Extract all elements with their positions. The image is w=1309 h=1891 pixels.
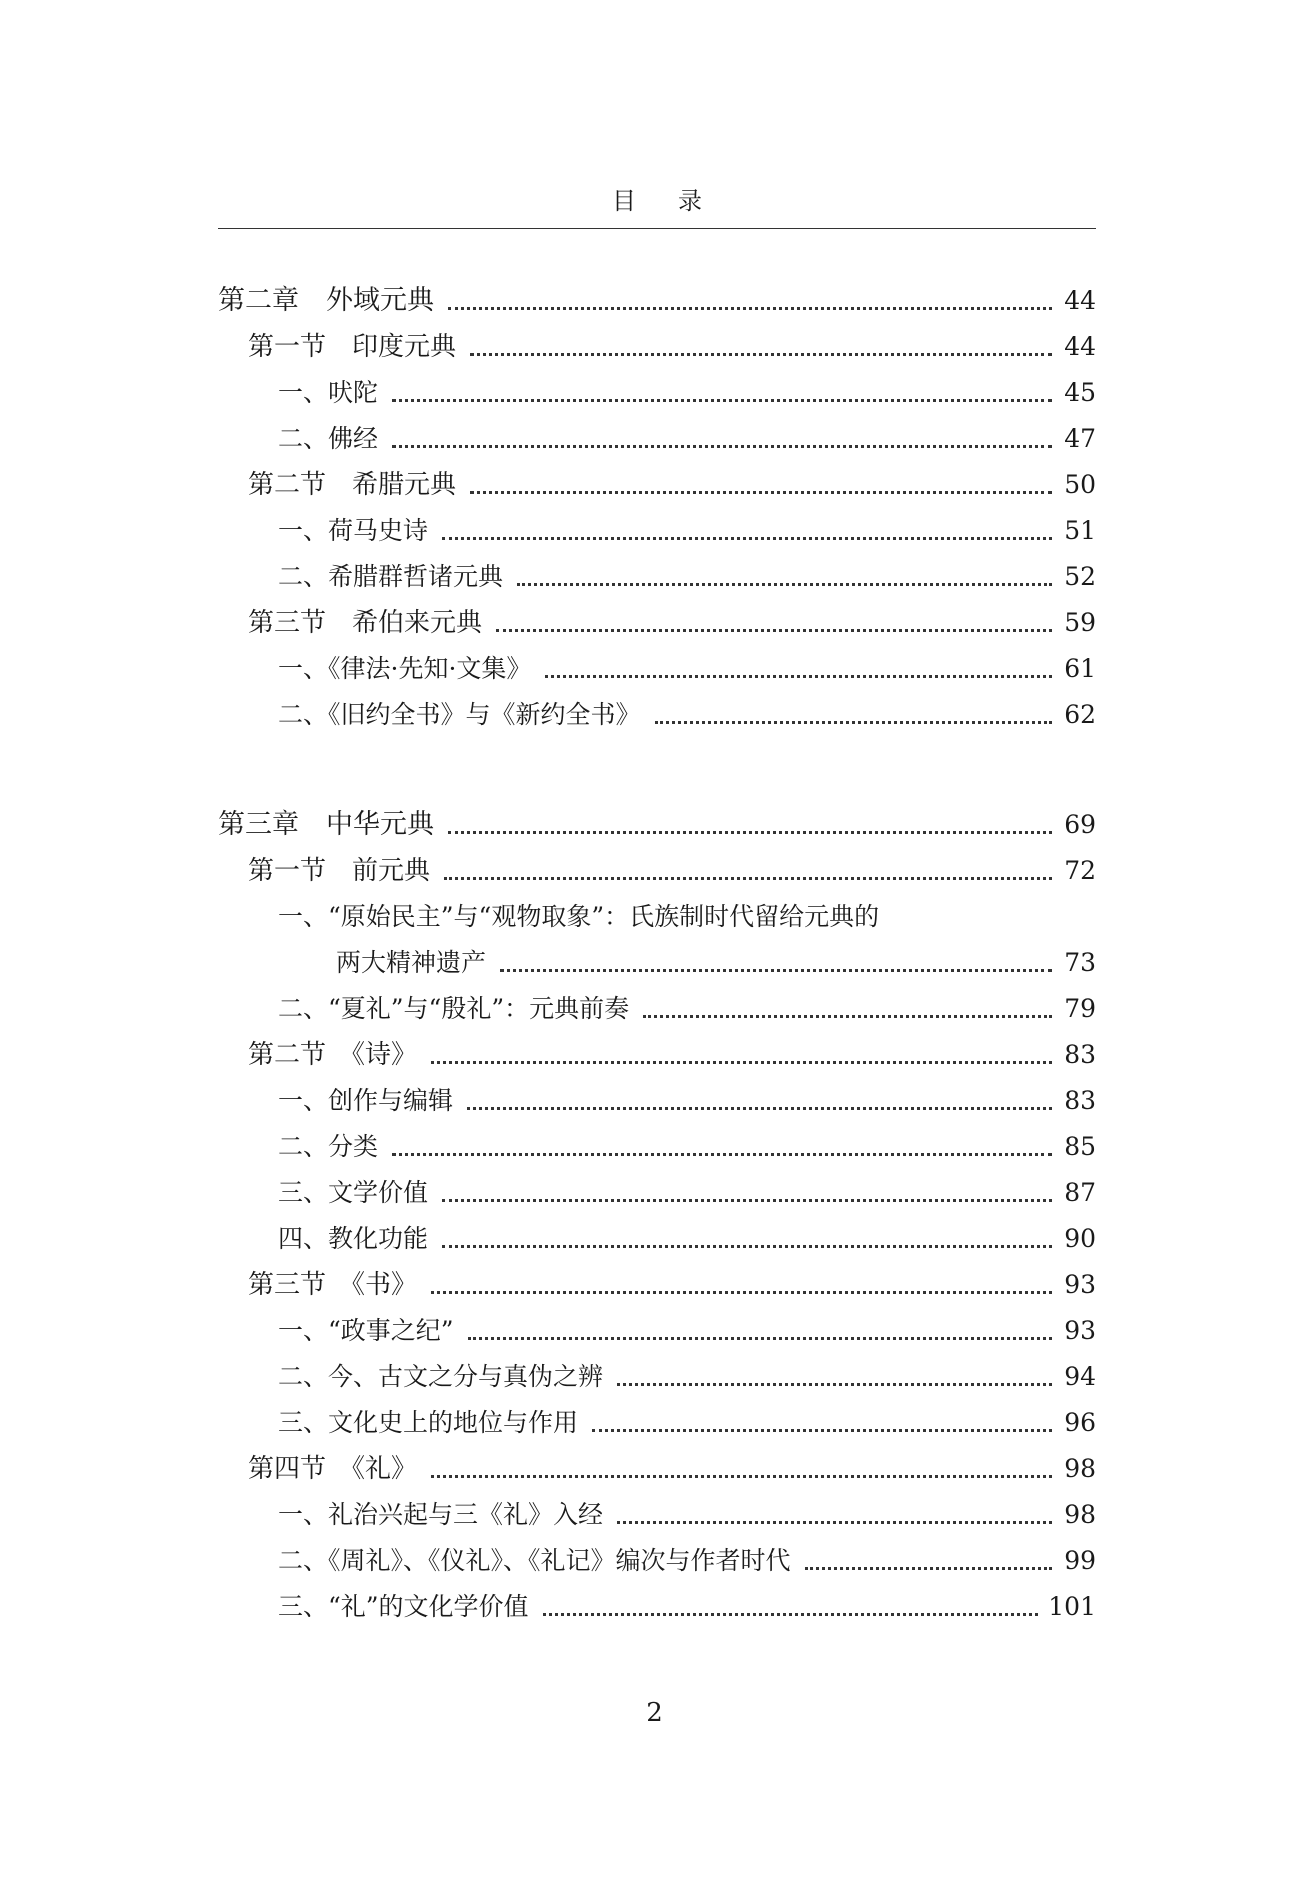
toc-page-number: 98 <box>1064 1500 1096 1529</box>
toc-item-title: 一、吠陀 <box>278 378 379 407</box>
toc-page-number: 83 <box>1064 1086 1096 1115</box>
toc-item-continuation[interactable] <box>218 940 1096 986</box>
toc-page-number: 73 <box>1064 948 1096 977</box>
toc-item-title: 二、分类 <box>278 1132 379 1161</box>
toc-page-number: 72 <box>1064 856 1096 885</box>
dot-leader <box>442 537 1052 540</box>
toc-page-number: 62 <box>1064 700 1096 729</box>
toc-item-title: 四、教化功能 <box>278 1224 429 1253</box>
table-of-contents <box>218 278 1096 1630</box>
toc-section[interactable] <box>218 1032 1096 1078</box>
toc-section-title: 第一节 前元典 <box>248 856 431 886</box>
toc-page-number: 52 <box>1064 562 1096 591</box>
dot-leader <box>444 877 1052 880</box>
toc-page-number: 90 <box>1064 1224 1096 1253</box>
toc-item-title: 三、“礼”的文化学价值 <box>278 1592 529 1621</box>
toc-chapter-title: 第三章 中华元典 <box>218 809 434 840</box>
dot-leader <box>643 1015 1052 1018</box>
toc-item-title: 一、荷马史诗 <box>278 516 429 545</box>
toc-page-number: 96 <box>1064 1408 1096 1437</box>
toc-page-number: 93 <box>1064 1270 1096 1299</box>
toc-item[interactable] <box>218 1400 1096 1446</box>
toc-item[interactable] <box>218 1308 1096 1354</box>
toc-item[interactable] <box>218 508 1096 554</box>
toc-section-title: 第三节 《书》 <box>248 1270 418 1300</box>
toc-page-number: 94 <box>1064 1362 1096 1391</box>
toc-page-number: 79 <box>1064 994 1096 1023</box>
toc-page-number: 51 <box>1064 516 1096 545</box>
dot-leader <box>517 583 1052 586</box>
dot-leader <box>431 1291 1052 1294</box>
toc-item[interactable] <box>218 370 1096 416</box>
toc-item-title: 三、文化史上的地位与作用 <box>278 1408 579 1437</box>
toc-page-number: 101 <box>1048 1592 1096 1621</box>
toc-page-number: 69 <box>1064 810 1096 839</box>
toc-page-number: 47 <box>1064 424 1096 453</box>
toc-page-number: 50 <box>1064 470 1096 499</box>
dot-leader <box>431 1061 1052 1064</box>
dot-leader <box>392 399 1052 402</box>
toc-item[interactable] <box>218 1078 1096 1124</box>
dot-leader <box>392 445 1052 448</box>
toc-page-number: 59 <box>1064 608 1096 637</box>
toc-page-number: 83 <box>1064 1040 1096 1069</box>
toc-item[interactable] <box>218 1538 1096 1584</box>
toc-item-multiline[interactable] <box>218 894 1096 940</box>
dot-leader <box>442 1199 1052 1202</box>
dot-leader <box>805 1567 1052 1570</box>
toc-section[interactable] <box>218 324 1096 370</box>
dot-leader <box>617 1383 1052 1386</box>
dot-leader <box>448 831 1052 834</box>
toc-item[interactable] <box>218 416 1096 462</box>
folio-page-number: 2 <box>646 1698 663 1728</box>
header-rule <box>218 228 1096 229</box>
toc-page-number: 98 <box>1064 1454 1096 1483</box>
toc-item-title: 一、《律法·先知·文集》 <box>278 654 532 683</box>
toc-section[interactable] <box>218 848 1096 894</box>
dot-leader <box>431 1475 1052 1478</box>
toc-item-title: 三、文学价值 <box>278 1178 429 1207</box>
toc-section-title: 第四节 《礼》 <box>248 1454 418 1484</box>
toc-item-title: 一、“原始民主”与“观物取象”：氏族制时代留给元典的 <box>278 902 880 931</box>
dot-leader <box>500 969 1052 972</box>
dot-leader <box>655 721 1052 724</box>
toc-item[interactable] <box>218 1124 1096 1170</box>
dot-leader <box>470 353 1052 356</box>
toc-page-number: 44 <box>1064 332 1096 361</box>
toc-page-number: 85 <box>1064 1132 1096 1161</box>
toc-item[interactable] <box>218 1170 1096 1216</box>
dot-leader <box>592 1429 1052 1432</box>
toc-page-number: 87 <box>1064 1178 1096 1207</box>
toc-section-title: 第三节 希伯来元典 <box>248 608 483 638</box>
toc-section[interactable] <box>218 462 1096 508</box>
toc-item-title: 二、《周礼》、《仪礼》、《礼记》编次与作者时代 <box>278 1546 791 1575</box>
toc-item-title: 一、创作与编辑 <box>278 1086 454 1115</box>
toc-section[interactable] <box>218 600 1096 646</box>
toc-item[interactable] <box>218 1584 1096 1630</box>
toc-item[interactable] <box>218 646 1096 692</box>
toc-item[interactable] <box>218 1216 1096 1262</box>
dot-leader <box>470 491 1052 494</box>
toc-item-title: 二、佛经 <box>278 424 379 453</box>
dot-leader <box>543 1613 1039 1616</box>
toc-page-number: 99 <box>1064 1546 1096 1575</box>
dot-leader <box>392 1153 1052 1156</box>
toc-item-title-continuation: 两大精神遗产 <box>336 948 487 977</box>
dot-leader <box>545 675 1052 678</box>
dot-leader <box>617 1521 1052 1524</box>
toc-item-title: 二、《旧约全书》与《新约全书》 <box>278 700 641 729</box>
toc-page-number: 44 <box>1064 286 1096 315</box>
dot-leader <box>468 1337 1052 1340</box>
toc-chapter[interactable] <box>218 278 1096 324</box>
toc-section-title: 第二节 《诗》 <box>248 1040 418 1070</box>
toc-item-title: 二、“夏礼”与“殷礼”：元典前奏 <box>278 994 630 1023</box>
dot-leader <box>448 307 1052 310</box>
toc-section-title: 第一节 印度元典 <box>248 332 457 362</box>
dot-leader <box>467 1107 1052 1110</box>
toc-section[interactable] <box>218 1446 1096 1492</box>
toc-item[interactable] <box>218 554 1096 600</box>
dot-leader <box>442 1245 1052 1248</box>
toc-page-number: 45 <box>1064 378 1096 407</box>
toc-page-number: 93 <box>1064 1316 1096 1345</box>
toc-item-title: 一、“政事之纪” <box>278 1316 454 1345</box>
chapter-gap <box>218 738 1096 802</box>
toc-section-title: 第二节 希腊元典 <box>248 470 457 500</box>
toc-item-title: 二、今、古文之分与真伪之辨 <box>278 1362 604 1391</box>
toc-item[interactable] <box>218 1354 1096 1400</box>
running-header: 目录 <box>612 187 744 215</box>
toc-section[interactable] <box>218 1262 1096 1308</box>
toc-chapter-title: 第二章 外域元典 <box>218 285 434 316</box>
toc-item-title: 二、希腊群哲诸元典 <box>278 562 504 591</box>
toc-page-number: 61 <box>1064 654 1096 683</box>
toc-item[interactable] <box>218 986 1096 1032</box>
toc-item[interactable] <box>218 692 1096 738</box>
dot-leader <box>496 629 1052 632</box>
toc-chapter[interactable] <box>218 802 1096 848</box>
toc-item[interactable] <box>218 1492 1096 1538</box>
toc-item-title: 一、礼治兴起与三《礼》入经 <box>278 1500 604 1529</box>
